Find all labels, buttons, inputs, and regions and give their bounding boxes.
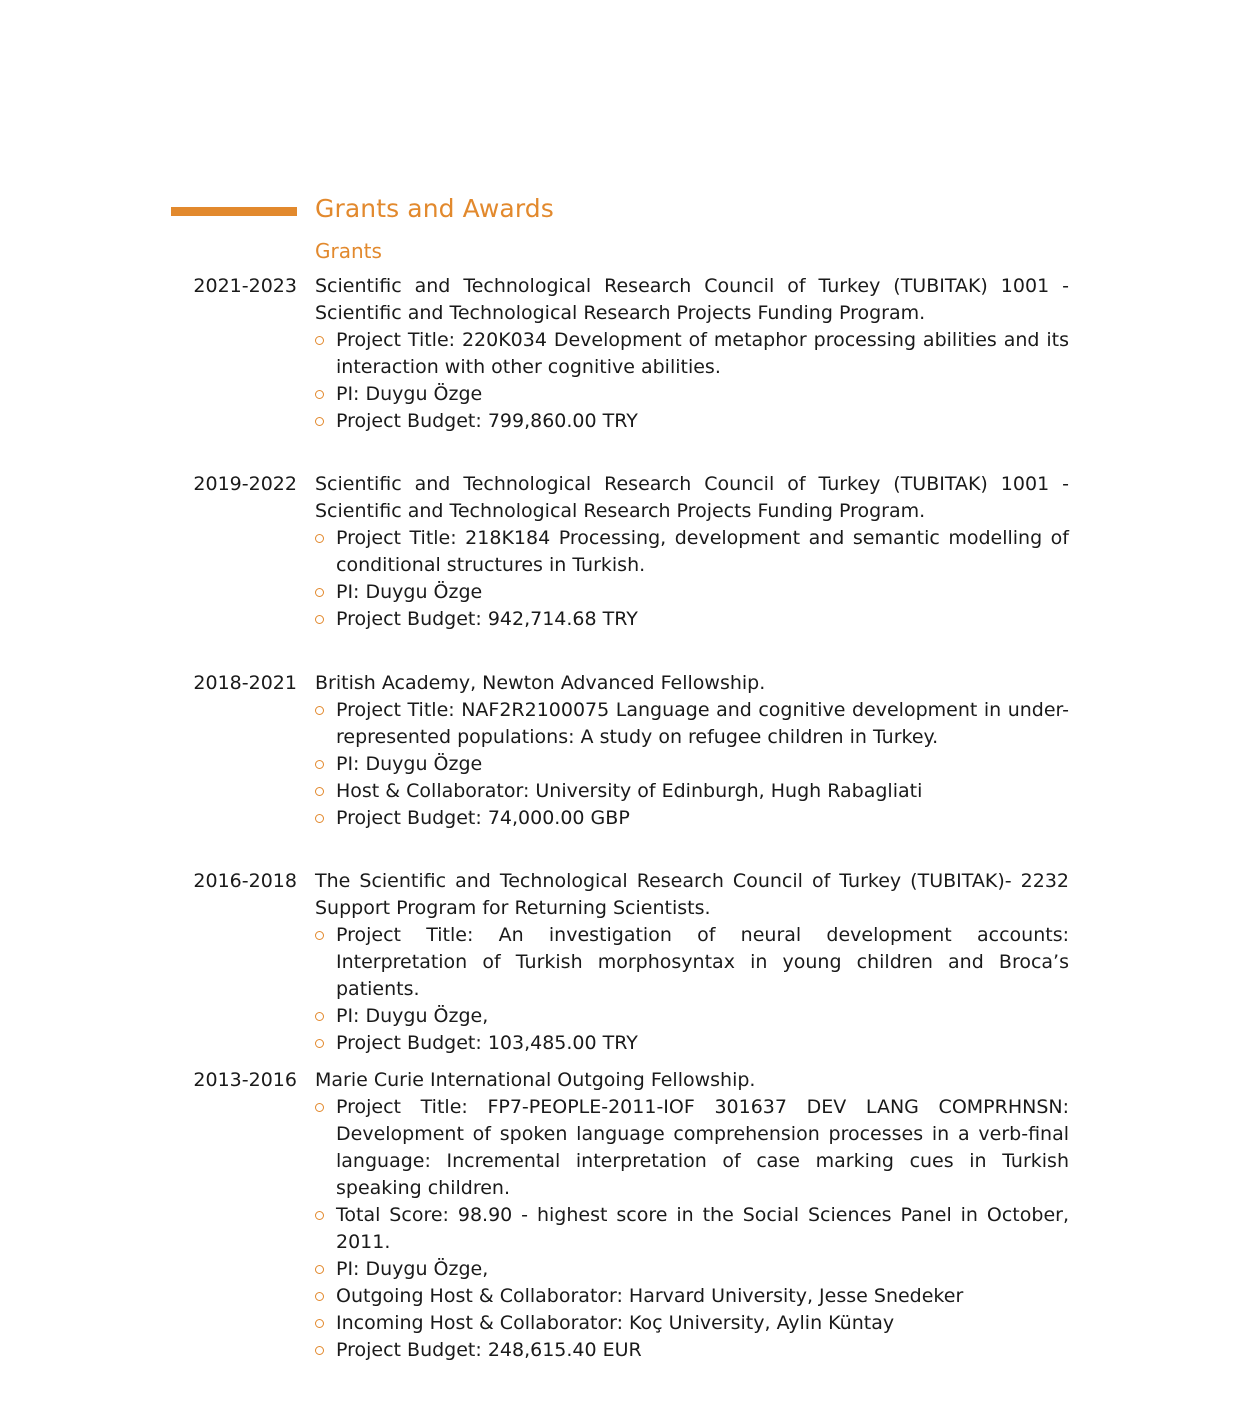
grant-detail-item xyxy=(315,408,1069,435)
grant-heading: Scientific and Technological Research Council of Turkey (TUBITAK) 1001 - Scientific and Technological Research Projects Funding Program. xyxy=(315,473,1069,522)
grant-detail-text: Project Budget: 74,000.00 GBP xyxy=(336,807,630,829)
grant-detail-text: Total Score: 98.90 - highest score in the Social Sciences Panel in October, 2011. xyxy=(336,1204,1069,1253)
circle-bullet-icon xyxy=(315,1012,324,1021)
circle-bullet-icon xyxy=(315,706,324,715)
grant-years: 2018-2021 xyxy=(193,672,297,694)
grant-detail-text: PI: Duygu Özge, xyxy=(336,1258,489,1280)
circle-bullet-icon xyxy=(315,390,324,399)
grant-years: 2019-2022 xyxy=(193,473,297,495)
grant-heading: Marie Curie International Outgoing Fellowship. xyxy=(315,1069,756,1091)
grant-detail-list xyxy=(315,922,1069,1057)
grant-detail-item xyxy=(315,922,1069,1003)
grant-detail-text: Project Budget: 942,714.68 TRY xyxy=(336,608,638,630)
grant-detail-item xyxy=(315,1283,1069,1310)
grant-body xyxy=(315,868,1069,1057)
grant-detail-list xyxy=(315,697,1069,832)
grant-detail-text: Outgoing Host & Collaborator: Harvard University, Jesse Snedeker xyxy=(336,1285,964,1307)
grant-detail-text: PI: Duygu Özge xyxy=(336,383,483,405)
grant-detail-list xyxy=(315,327,1069,435)
circle-bullet-icon xyxy=(315,534,324,543)
subsection-title: Grants xyxy=(315,239,382,263)
grant-heading: British Academy, Newton Advanced Fellowship. xyxy=(315,672,766,694)
grant-detail-item xyxy=(315,1003,1069,1030)
grant-detail-item xyxy=(315,1337,1069,1364)
circle-bullet-icon xyxy=(315,814,324,823)
grant-detail-item xyxy=(315,606,1069,633)
grant-years: 2016-2018 xyxy=(193,870,297,892)
circle-bullet-icon xyxy=(315,615,324,624)
circle-bullet-icon xyxy=(315,588,324,597)
grant-heading: Scientific and Technological Research Council of Turkey (TUBITAK) 1001 - Scientific and Technological Research Projects Funding Program. xyxy=(315,275,1069,324)
grant-detail-item xyxy=(315,1310,1069,1337)
grant-heading: The Scientific and Technological Research Council of Turkey (TUBITAK)- 2232 Support Program for Returning Scientists. xyxy=(315,870,1069,919)
section-accent-bar xyxy=(171,207,297,216)
grant-detail-text: Project Title: An investigation of neural development accounts: Interpretation of Turkish morphosyntax in young children and Broca’s patients. xyxy=(336,924,1069,1000)
grant-detail-item xyxy=(315,579,1069,606)
circle-bullet-icon xyxy=(315,1292,324,1301)
grant-detail-item xyxy=(315,327,1069,381)
grant-detail-text: Project Title: FP7-PEOPLE-2011-IOF 301637 DEV LANG COMPRHNSN: Development of spoken language comprehension processes in a verb-final language: Incremental interpretation of case marking cues in Turkish speaking children. xyxy=(336,1096,1069,1199)
grant-detail-text: Project Title: 218K184 Processing, development and semantic modelling of conditional structures in Turkish. xyxy=(336,527,1069,576)
grant-detail-text: PI: Duygu Özge xyxy=(336,753,483,775)
grant-detail-item xyxy=(315,697,1069,751)
circle-bullet-icon xyxy=(315,1211,324,1220)
grant-detail-item xyxy=(315,1256,1069,1283)
grant-detail-text: PI: Duygu Özge, xyxy=(336,1005,489,1027)
circle-bullet-icon xyxy=(315,787,324,796)
grant-detail-item xyxy=(315,805,1069,832)
grant-detail-text: Project Budget: 799,860.00 TRY xyxy=(336,410,638,432)
grant-detail-item xyxy=(315,1094,1069,1202)
grant-detail-item xyxy=(315,381,1069,408)
circle-bullet-icon xyxy=(315,931,324,940)
grant-body xyxy=(315,670,1069,832)
section-title: Grants and Awards xyxy=(315,194,554,223)
grant-years: 2013-2016 xyxy=(193,1069,297,1091)
circle-bullet-icon xyxy=(315,1103,324,1112)
grant-detail-text: Project Budget: 103,485.00 TRY xyxy=(336,1032,638,1054)
grant-detail-text: PI: Duygu Özge xyxy=(336,581,483,603)
grant-detail-text: Incoming Host & Collaborator: Koç University, Aylin Küntay xyxy=(336,1312,895,1334)
grant-body xyxy=(315,1067,1069,1364)
circle-bullet-icon xyxy=(315,417,324,426)
circle-bullet-icon xyxy=(315,336,324,345)
grant-detail-list xyxy=(315,1094,1069,1364)
grant-body xyxy=(315,471,1069,633)
circle-bullet-icon xyxy=(315,760,324,769)
circle-bullet-icon xyxy=(315,1346,324,1355)
grant-detail-item xyxy=(315,1030,1069,1057)
grant-detail-text: Project Title: 220K034 Development of metaphor processing abilities and its interaction with other cognitive abilities. xyxy=(336,329,1069,378)
grant-detail-list xyxy=(315,525,1069,633)
grant-detail-item xyxy=(315,525,1069,579)
grant-detail-text: Host & Collaborator: University of Edinburgh, Hugh Rabagliati xyxy=(336,780,923,802)
grant-detail-item xyxy=(315,1202,1069,1256)
circle-bullet-icon xyxy=(315,1039,324,1048)
grant-years: 2021-2023 xyxy=(193,275,297,297)
circle-bullet-icon xyxy=(315,1319,324,1328)
circle-bullet-icon xyxy=(315,1265,324,1274)
grant-detail-text: Project Title: NAF2R2100075 Language and cognitive development in under-represented populations: A study on refugee children in Turkey. xyxy=(336,699,1069,748)
grant-body xyxy=(315,273,1069,435)
grant-detail-item xyxy=(315,778,1069,805)
grant-detail-item xyxy=(315,751,1069,778)
grant-detail-text: Project Budget: 248,615.40 EUR xyxy=(336,1339,642,1361)
